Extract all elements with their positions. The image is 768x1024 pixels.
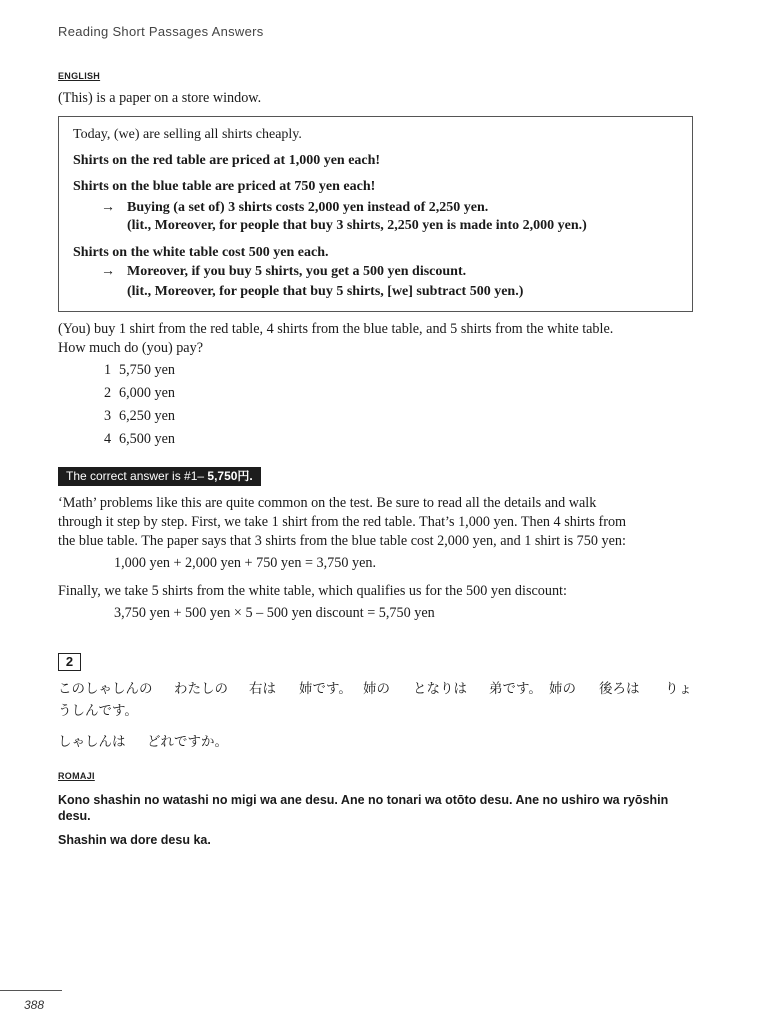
right-arrow-icon: →	[101, 264, 115, 279]
jp-segment: このしゃしんの	[58, 681, 153, 697]
jp-segment: 姉です。	[299, 681, 352, 697]
notice-line-white-table: Shirts on the white table cost 500 yen each.	[73, 245, 329, 260]
jp-segment: しゃしんは	[58, 734, 126, 750]
romaji-passage	[58, 792, 708, 824]
right-arrow-icon: →	[101, 200, 115, 215]
option-number: 2	[104, 385, 112, 401]
store-notice-box	[58, 116, 693, 312]
option-text: 6,250 yen	[119, 408, 175, 424]
option-text: 6,500 yen	[119, 431, 175, 447]
explanation-line-4: Finally, we take 5 shirts from the white table, which qualifies us for the 500 yen discount:	[58, 583, 567, 599]
english-section-label: ENGLISH	[58, 71, 101, 81]
explanation-line-3: the blue table. The paper says that 3 shirts from the blue table cost 2,000 yen, and 1 shirt is 750 yen:	[58, 533, 626, 549]
romaji-prefix: Kono shashin no	[58, 793, 163, 807]
answer-prefix: The correct answer is #1–	[66, 469, 208, 483]
question-line-2: How much do (you) pay?	[58, 340, 203, 356]
explanation-line-1: ‘Math’ problems like this are quite common on the test. Be sure to read all the details and walk	[58, 495, 597, 511]
japanese-passage-line-2: うしんです。	[58, 703, 138, 719]
option-4	[104, 431, 175, 448]
romaji-passage-main: watashi no migi wa ane desu. Ane no tonari wa otōto desu. Ane no ushiro wa ryōshin	[162, 793, 669, 807]
option-text: 6,000 yen	[119, 385, 175, 401]
jp-segment: りょ	[665, 681, 692, 697]
option-2	[104, 385, 175, 402]
english-intro: (This) is a paper on a store window.	[58, 90, 262, 106]
option-number: 3	[104, 408, 112, 424]
notice-arrow-white-literal: (lit., Moreover, for people that buy 5 shirts, [we] subtract 500 yen.)	[127, 284, 524, 299]
japanese-question	[58, 730, 358, 750]
notice-arrow-white	[101, 264, 466, 280]
jp-segment: 姉の	[549, 681, 576, 697]
notice-line-blue-table: Shirts on the blue table are priced at 750 yen each!	[73, 179, 376, 194]
romaji-question	[58, 832, 211, 848]
notice-line-red-table: Shirts on the red table are priced at 1,000 yen each!	[73, 153, 381, 168]
option-number: 4	[104, 431, 112, 447]
notice-line-sale: Today, (we) are selling all shirts cheaply.	[73, 127, 302, 142]
romaji-question-text: Shashin wa dore desu ka.	[58, 833, 211, 847]
jp-segment: わたしの	[174, 681, 228, 697]
explanation-line-2: through it step by step. First, we take 1 shirt from the red table. That’s 1,000 yen. Then 4 shirts from	[58, 514, 627, 530]
jp-segment: 後ろは	[599, 681, 640, 697]
jp-segment: どれですか。	[147, 734, 228, 750]
page-number: 388	[24, 998, 45, 1012]
question-line-1: (You) buy 1 shirt from the red table, 4 shirts from the blue table, and 5 shirts from the white table.	[58, 321, 614, 337]
option-1	[104, 362, 175, 379]
footer-divider	[0, 990, 62, 991]
notice-arrow-white-text: Moreover, if you buy 5 shirts, you get a 500 yen discount.	[127, 264, 467, 279]
romaji-section-label: ROMAJI	[58, 771, 95, 781]
notice-arrow-blue-text: Buying (a set of) 3 shirts costs 2,000 yen instead of 2,250 yen.	[127, 200, 489, 215]
calculation-1: 1,000 yen + 2,000 yen + 750 yen = 3,750 yen.	[114, 555, 377, 571]
answer-value: 5,750円.	[207, 469, 253, 483]
jp-segment: 右は	[249, 681, 276, 697]
correct-answer-banner	[58, 467, 261, 486]
option-3	[104, 408, 175, 425]
notice-arrow-blue	[101, 200, 488, 216]
question-number-box: 2	[58, 653, 81, 671]
option-number: 1	[104, 362, 112, 378]
running-header: Reading Short Passages Answers	[58, 24, 264, 39]
japanese-passage-line-1	[58, 677, 698, 697]
jp-segment: となりは	[413, 681, 467, 697]
notice-arrow-blue-literal: (lit., Moreover, for people that buy 3 shirts, 2,250 yen is made into 2,000 yen.)	[127, 218, 587, 233]
calculation-2: 3,750 yen + 500 yen × 5 – 500 yen discount = 5,750 yen	[114, 605, 435, 621]
jp-segment: 弟です。	[489, 681, 542, 697]
romaji-passage-end: desu.	[58, 809, 91, 823]
jp-segment: 姉の	[363, 681, 390, 697]
option-text: 5,750 yen	[119, 362, 175, 378]
